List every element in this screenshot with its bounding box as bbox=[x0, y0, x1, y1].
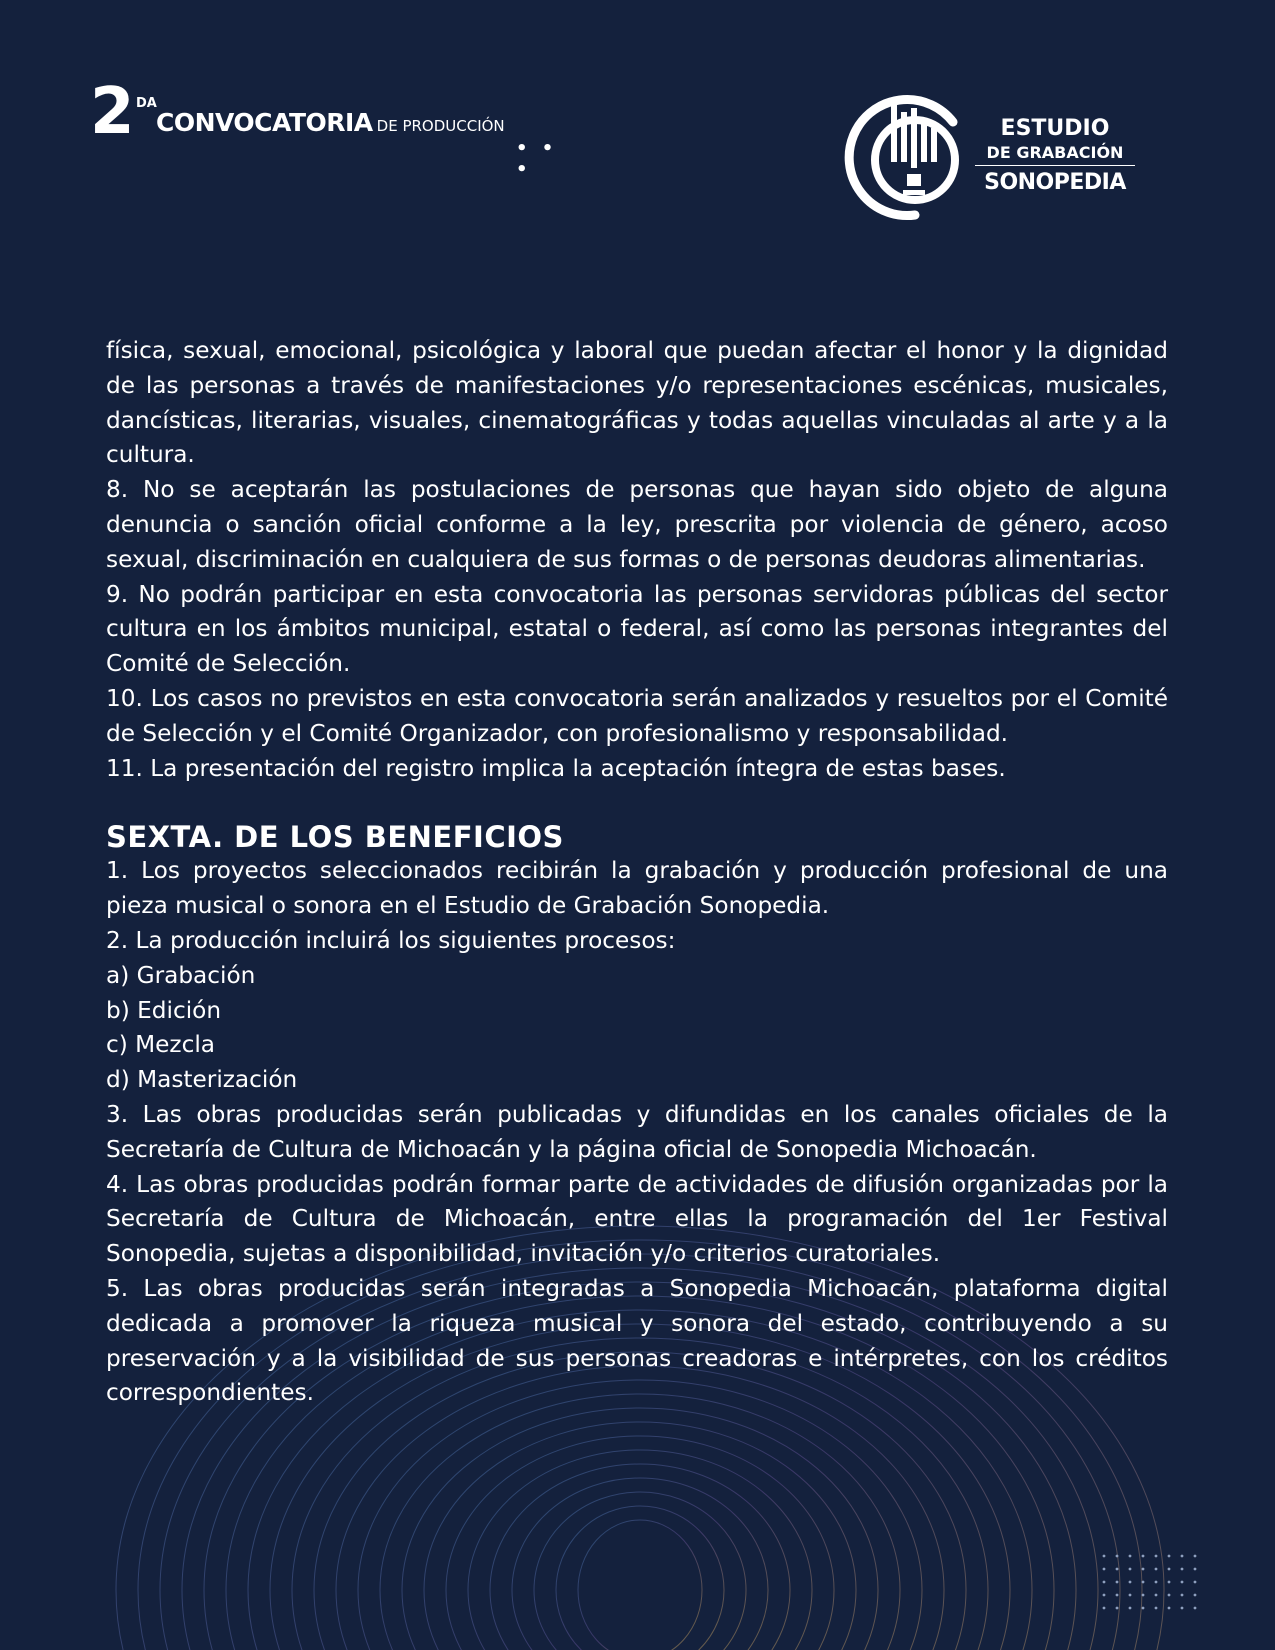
list-item: 3. Las obras producidas serán publicadas y difundidas en los canales oficiales de la Secretaría de Cultura de Michoacán y la página oficial de Sonopedia Michoacán. bbox=[106, 1100, 1168, 1163]
grid-dot bbox=[1142, 1607, 1145, 1610]
wave-ring bbox=[556, 1506, 724, 1650]
list-item: d) Masterización bbox=[106, 1066, 298, 1094]
grid-dot bbox=[1168, 1594, 1171, 1597]
convocatoria-heading bbox=[90, 75, 570, 180]
grid-dot bbox=[1168, 1568, 1171, 1571]
wave-ring bbox=[402, 1408, 878, 1650]
wave-ring bbox=[446, 1436, 834, 1650]
logo-line-sonopedia: SONOPEDIA bbox=[984, 170, 1126, 195]
grid-dot bbox=[1181, 1555, 1184, 1558]
convocatoria-title-text: CONVOCATORIA bbox=[156, 108, 373, 137]
grid-dot bbox=[1194, 1568, 1197, 1571]
grid-dot bbox=[1129, 1594, 1132, 1597]
list-item: 5. Las obras producidas serán integradas a Sonopedia Michoacán, plataforma digital dedicada a promover la riqueza musical y sonora del estado, contribuyendo a su preservación y a la visibilidad de sus personas creadoras e intérpretes, con los créditos correspondientes. bbox=[106, 1274, 1168, 1407]
section-title: SEXTA. DE LOS BENEFICIOS bbox=[106, 820, 564, 855]
wave-ring bbox=[468, 1450, 812, 1650]
grid-dot bbox=[1194, 1607, 1197, 1610]
grid-dot bbox=[1181, 1581, 1184, 1584]
wave-ring bbox=[380, 1394, 900, 1650]
grid-dot bbox=[1142, 1594, 1145, 1597]
list-item: a) Grabación bbox=[106, 961, 256, 989]
grid-dot bbox=[1181, 1607, 1184, 1610]
grid-dot bbox=[1155, 1568, 1158, 1571]
grid-dot bbox=[1142, 1555, 1145, 1558]
list-item: 1. Los proyectos seleccionados recibirán la grabación y producción profesional de una pieza musical o sonora en el Estudio de Grabación Sonopedia. bbox=[106, 857, 1168, 920]
paragraph: 10. Los casos no previstos en esta convocatoria serán analizados y resueltos por el Comité de Selección y el Comité Organizador, con profesionalismo y responsabilidad. bbox=[106, 684, 1168, 747]
wave-ring bbox=[534, 1492, 746, 1650]
paragraph: 8. No se aceptarán las postulaciones de personas que hayan sido objeto de alguna denuncia o sanción oficial conforme a la ley, prescrita por violencia de género, acoso sexual, discriminación en cualquiera de sus formas o de personas deudoras alimentarias. bbox=[106, 476, 1168, 573]
ellipsis-dots: • • • bbox=[516, 138, 558, 180]
paragraph: 9. No podrán participar en esta convocatoria las personas servidoras públicas del sector cultura en los ámbitos municipal, estatal o federal, así como las personas integrantes del Comité de Selección. bbox=[106, 580, 1168, 678]
grid-dot bbox=[1129, 1581, 1132, 1584]
wave-ring bbox=[512, 1478, 768, 1650]
grid-dot bbox=[1103, 1594, 1106, 1597]
sonopedia-logo-icon bbox=[843, 88, 983, 224]
wave-ring bbox=[358, 1380, 922, 1650]
grid-dot bbox=[1155, 1555, 1158, 1558]
logo-line-estudio: ESTUDIO bbox=[1000, 116, 1110, 141]
grid-dot bbox=[1129, 1555, 1132, 1558]
paragraph: 11. La presentación del registro implica la aceptación íntegra de estas bases. bbox=[106, 754, 1006, 782]
grid-dot bbox=[1103, 1555, 1106, 1558]
list-item: 2. La producción incluirá los siguientes procesos: bbox=[106, 926, 676, 954]
grid-dot bbox=[1116, 1568, 1119, 1571]
wave-ring bbox=[578, 1520, 702, 1650]
grid-dot bbox=[1194, 1581, 1197, 1584]
grid-dot bbox=[1155, 1607, 1158, 1610]
grid-dot bbox=[1142, 1581, 1145, 1584]
grid-dot bbox=[1103, 1568, 1106, 1571]
grid-dot bbox=[1194, 1594, 1197, 1597]
grid-dot bbox=[1181, 1594, 1184, 1597]
logo-line-grabacion: DE GRABACIÓN bbox=[975, 145, 1135, 166]
sonopedia-logo-text bbox=[975, 118, 1135, 194]
grid-dot bbox=[1194, 1555, 1197, 1558]
list-item: c) Mezcla bbox=[106, 1031, 216, 1059]
wave-ring bbox=[424, 1422, 856, 1650]
grid-dot bbox=[1116, 1555, 1119, 1558]
grid-dot bbox=[1129, 1568, 1132, 1571]
edition-number: 2 bbox=[90, 75, 133, 149]
grid-dot bbox=[1155, 1581, 1158, 1584]
convocatoria-subtitle: DE PRODUCCIÓN bbox=[376, 117, 505, 135]
grid-dot bbox=[1103, 1581, 1106, 1584]
paragraph: física, sexual, emocional, psicológica y laboral que puedan afectar el honor y la dignidad de las personas a través de manifestaciones y/o representaciones escénicas, musicales, dancísticas, literarias, visuales, cinematográficas y todas aquellas vinculadas al arte y a la cultura. bbox=[106, 337, 1168, 469]
grid-dot bbox=[1129, 1607, 1132, 1610]
grid-dot bbox=[1116, 1594, 1119, 1597]
grid-dot bbox=[1155, 1594, 1158, 1597]
list-item: b) Edición bbox=[106, 996, 222, 1024]
grid-dot bbox=[1103, 1607, 1106, 1610]
grid-dot bbox=[1142, 1568, 1145, 1571]
document-body bbox=[106, 334, 1168, 1411]
grid-dot bbox=[1168, 1555, 1171, 1558]
grid-dot bbox=[1116, 1581, 1119, 1584]
grid-dot bbox=[1181, 1568, 1184, 1571]
grid-dot bbox=[1168, 1581, 1171, 1584]
dot-grid-decoration bbox=[1100, 1552, 1210, 1616]
list-item: 4. Las obras producidas podrán formar parte de actividades de difusión organizadas por la Secretaría de Cultura de Michoacán, entre ellas la programación del 1er Festival Sonopedia, sujetas a disponibilidad, invitación y/o criterios curatoriales. bbox=[106, 1170, 1168, 1268]
spacer bbox=[106, 786, 1168, 820]
convocatoria-title bbox=[156, 108, 505, 137]
edition-superscript: DA bbox=[136, 96, 157, 111]
wave-ring bbox=[490, 1464, 790, 1650]
grid-dot bbox=[1116, 1607, 1119, 1610]
grid-dot bbox=[1168, 1607, 1171, 1610]
